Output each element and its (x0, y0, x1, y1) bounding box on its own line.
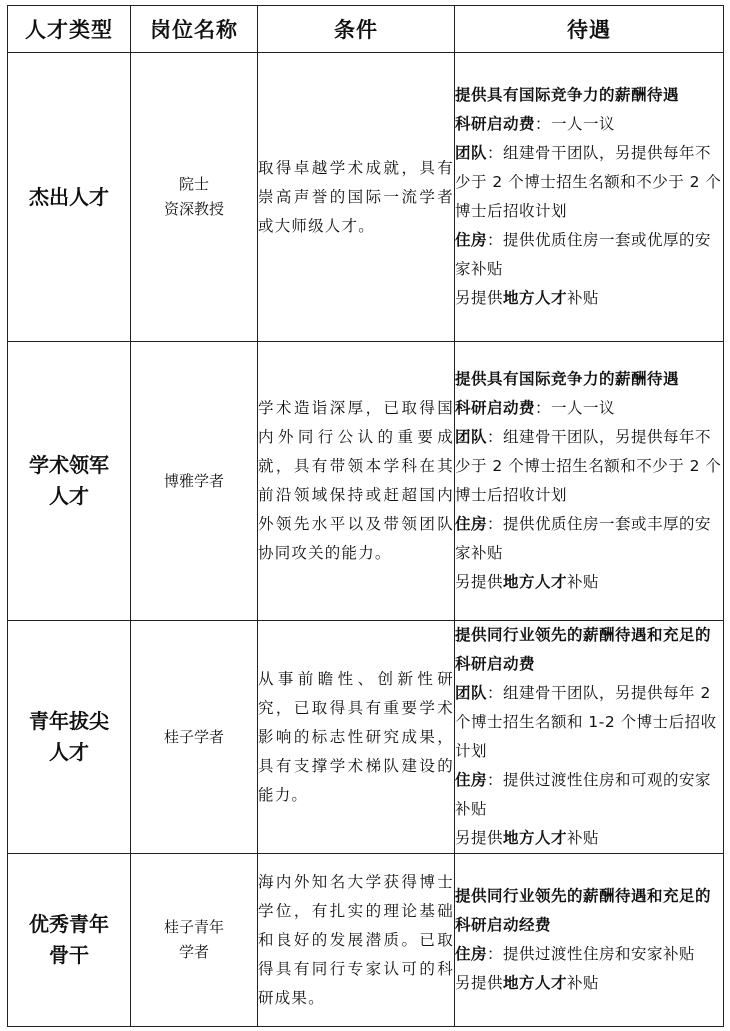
condition-cell (258, 854, 455, 1027)
benefit-item-text: ：组建骨干团队，另提供每年不少于 2 个博士招生名额和不少于 2 个博士后招收计划 (455, 144, 722, 220)
post-name-line: 博雅学者 (163, 471, 224, 490)
benefit-extra-prefix: 另提供 (455, 829, 504, 847)
benefit-item (455, 226, 723, 284)
talent-type-line: 骨干 (49, 943, 89, 967)
condition-text: 取得卓越学术成就，具有崇高声誉的国际一流学者或大师级人才。 (258, 158, 454, 235)
benefit-highlight: 提供具有国际竞争力的薪酬待遇 (455, 86, 680, 104)
benefit-item-text: ：组建骨干团队，另提供每年不少于 2 个博士招生名额和不少于 2 个博士后招收计划 (455, 428, 722, 504)
benefit-item-label: 住房 (455, 945, 488, 963)
benefit-item-label: 住房 (455, 771, 488, 789)
benefit-extra-prefix: 另提供 (455, 289, 504, 307)
talent-type-cell (8, 53, 131, 342)
benefit-item (455, 510, 723, 568)
post-name-cell (131, 854, 258, 1027)
benefit-extra-suffix: 补贴 (567, 829, 600, 847)
table-row (8, 53, 724, 342)
benefit-item-label: 科研启动费 (455, 115, 536, 133)
benefit-item (455, 394, 723, 423)
benefit-item-text: ：一人一议 (535, 399, 616, 417)
benefit-extra-suffix: 补贴 (567, 289, 600, 307)
benefit-highlight: 提供同行业领先的薪酬待遇和充足的科研启动经费 (455, 887, 712, 934)
benefit-cell (455, 53, 724, 342)
benefit-item (455, 940, 723, 969)
benefit-item (455, 139, 723, 226)
talent-type-cell (8, 621, 131, 854)
post-name-cell (131, 53, 258, 342)
benefit-extra-suffix: 补贴 (567, 974, 600, 992)
benefit-extra-prefix: 另提供 (455, 573, 504, 591)
post-name-line: 桂子学者 (163, 727, 224, 746)
post-name-line: 桂子青年 (163, 918, 224, 936)
benefit-item (455, 423, 723, 510)
table-row (8, 854, 724, 1027)
talent-type-line: 人才 (49, 484, 89, 508)
talent-type-line: 人才 (49, 740, 89, 764)
benefit-item (455, 679, 723, 766)
benefit-cell (455, 342, 724, 621)
talent-type-cell (8, 342, 131, 621)
benefit-extra (455, 284, 723, 313)
benefit-cell (455, 621, 724, 854)
benefit-item-text: ：组建骨干团队，另提供每年 2 个博士招生名额和 1-2 个博士后招收计划 (455, 684, 717, 760)
benefit-item-label: 住房 (455, 515, 488, 533)
benefit-item-text: ：提供优质住房一套或优厚的安家补贴 (455, 231, 712, 278)
header-post-name: 岗位名称 (131, 6, 258, 53)
talent-type-line: 学术领军 (29, 453, 109, 477)
talent-type-line: 优秀青年 (29, 912, 109, 936)
talent-type-cell (8, 854, 131, 1027)
benefit-item-text: ：提供过渡性住房和可观的安家补贴 (455, 771, 712, 818)
table-row (8, 621, 724, 854)
benefit-extra-bold: 地方人才 (503, 289, 568, 307)
talent-type-line: 杰出人才 (29, 184, 109, 209)
post-name-line: 资深教授 (163, 200, 224, 218)
benefit-extra (455, 824, 723, 853)
post-name-cell (131, 342, 258, 621)
condition-text: 从事前瞻性、创新性研究，已取得具有重要学术影响的标志性研究成果，具有支撑学术梯队建设的能力。 (258, 669, 454, 804)
post-name-line: 学者 (178, 943, 209, 961)
benefit-extra-bold: 地方人才 (503, 573, 568, 591)
header-benefits: 待遇 (455, 6, 724, 53)
benefit-highlight: 提供具有国际竞争力的薪酬待遇 (455, 370, 680, 388)
benefit-item-text: ：提供优质住房一套或丰厚的安家补贴 (455, 515, 712, 562)
header-conditions: 条件 (258, 6, 455, 53)
condition-text: 学术造诣深厚，已取得国内外同行公认的重要成就，具有带领本学科在其前沿领域保持或赶超国内外领先水平以及带领团队协同攻关的能力。 (258, 399, 454, 562)
post-name-cell (131, 621, 258, 854)
benefit-extra (455, 568, 723, 597)
talent-table (7, 5, 724, 1027)
benefit-cell (455, 854, 724, 1027)
condition-cell (258, 621, 455, 854)
condition-cell (258, 53, 455, 342)
benefit-item-label: 团队 (455, 684, 488, 702)
benefit-item-label: 住房 (455, 231, 488, 249)
header-talent-type: 人才类型 (8, 6, 131, 53)
condition-text: 海内外知名大学获得博士学位，有扎实的理论基础和良好的发展潜质。已取得具有同行专家认可的科研成果。 (258, 872, 454, 1007)
benefit-extra (455, 969, 723, 998)
benefit-item-text: ：提供过渡性住房和安家补贴 (487, 945, 696, 963)
table-row (8, 342, 724, 621)
benefit-highlight: 提供同行业领先的薪酬待遇和充足的科研启动费 (455, 626, 712, 673)
benefit-item-label: 科研启动费 (455, 399, 536, 417)
condition-cell (258, 342, 455, 621)
benefit-extra-prefix: 另提供 (455, 974, 504, 992)
header-row (8, 6, 724, 53)
post-name-line: 院士 (178, 175, 209, 193)
benefit-item (455, 766, 723, 824)
benefit-extra-suffix: 补贴 (567, 573, 600, 591)
talent-type-line: 青年拔尖 (29, 709, 109, 733)
benefit-item-text: ：一人一议 (535, 115, 616, 133)
benefit-item-label: 团队 (455, 428, 488, 446)
benefit-item (455, 110, 723, 139)
benefit-extra-bold: 地方人才 (503, 829, 568, 847)
benefit-item-label: 团队 (455, 144, 488, 162)
benefit-extra-bold: 地方人才 (503, 974, 568, 992)
